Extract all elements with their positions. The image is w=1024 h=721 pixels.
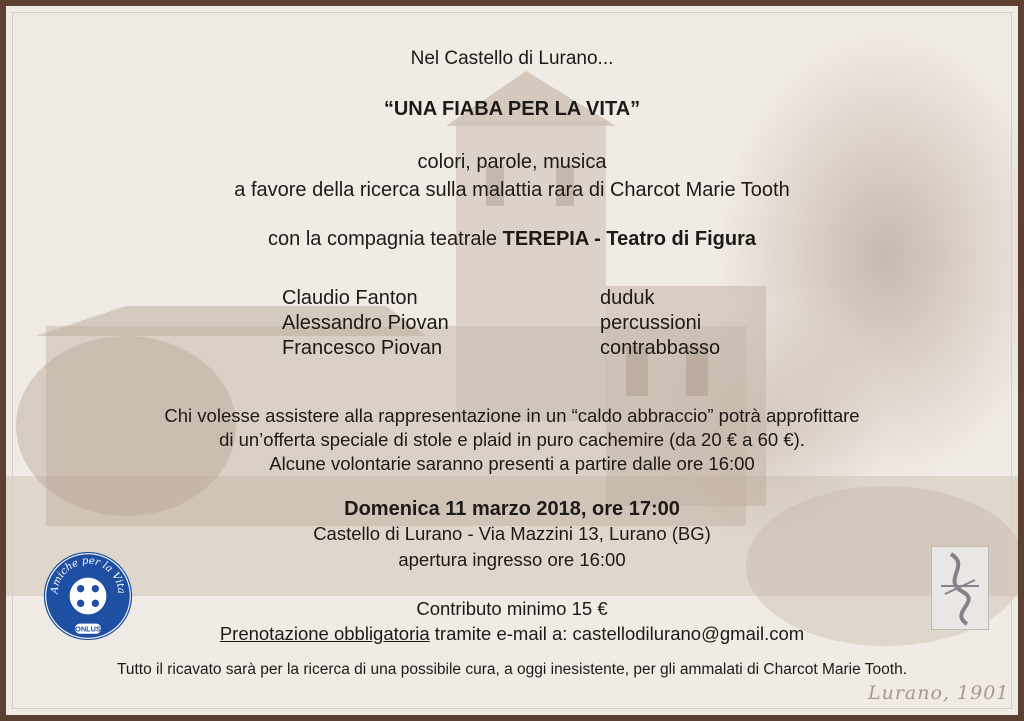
amiche-per-la-vita-logo: [42, 550, 134, 642]
artwork-thumbnail: [931, 546, 989, 630]
booking-email: tramite e-mail a: castellodilurano@gmail.com: [429, 623, 805, 644]
cast-role: duduk: [600, 287, 655, 309]
intro-text: Nel Castello di Lurano...: [410, 48, 614, 69]
opening-time: apertura ingresso ore 16:00: [398, 549, 626, 570]
cast-name: Alessandro Piovan: [282, 312, 449, 334]
cast-role: percussioni: [600, 312, 702, 334]
company-name: TEREPIA - Teatro di Figura: [502, 228, 756, 250]
cast-roles: [600, 286, 720, 361]
subtitle-line-2: a favore della ricerca sulla malattia rara di Charcot Marie Tooth: [234, 179, 790, 201]
cast-role: contrabbasso: [600, 337, 721, 359]
event-title: “UNA FIABA PER LA VITA”: [383, 98, 641, 120]
event-date: Domenica 11 marzo 2018, ore 17:00: [344, 498, 680, 520]
event-venue: Castello di Lurano - Via Mazzini 13, Lurano (BG): [313, 523, 711, 544]
subtitle-line-1: colori, parole, musica: [417, 151, 607, 173]
offer-line-3: Alcune volontarie saranno presenti a partire dalle ore 16:00: [269, 453, 755, 474]
offer-text: [6, 404, 1018, 476]
company-line: [6, 228, 1018, 251]
offer-line-1: Chi volesse assistere alla rappresentazione in un “caldo abbraccio” potrà approfittare: [164, 405, 860, 426]
minimum-contribution: Contributo minimo 15 €: [416, 598, 608, 619]
cast-name: Claudio Fanton: [282, 287, 418, 309]
footer-note: Tutto il ricavato sarà per la ricerca di una possibile cura, a oggi inesistente, per gli ammalati di Charcot Marie Tooth.: [116, 661, 907, 678]
offer-line-2: di un’offerta speciale di stole e plaid in puro cachemire (da 20 € a 60 €).: [219, 429, 805, 450]
logo-onlus-badge: ONLUS: [75, 624, 101, 634]
cast-name: Francesco Piovan: [282, 337, 443, 359]
cast-names: [282, 286, 449, 361]
company-prefix: con la compagnia teatrale: [268, 228, 498, 250]
booking-required: Prenotazione obbligatoria: [219, 623, 430, 644]
photo-signature: Lurano, 1901: [868, 682, 1010, 704]
logo-arc-text: Amiche per la Vita: [49, 555, 127, 595]
booking-line: [6, 623, 1018, 645]
